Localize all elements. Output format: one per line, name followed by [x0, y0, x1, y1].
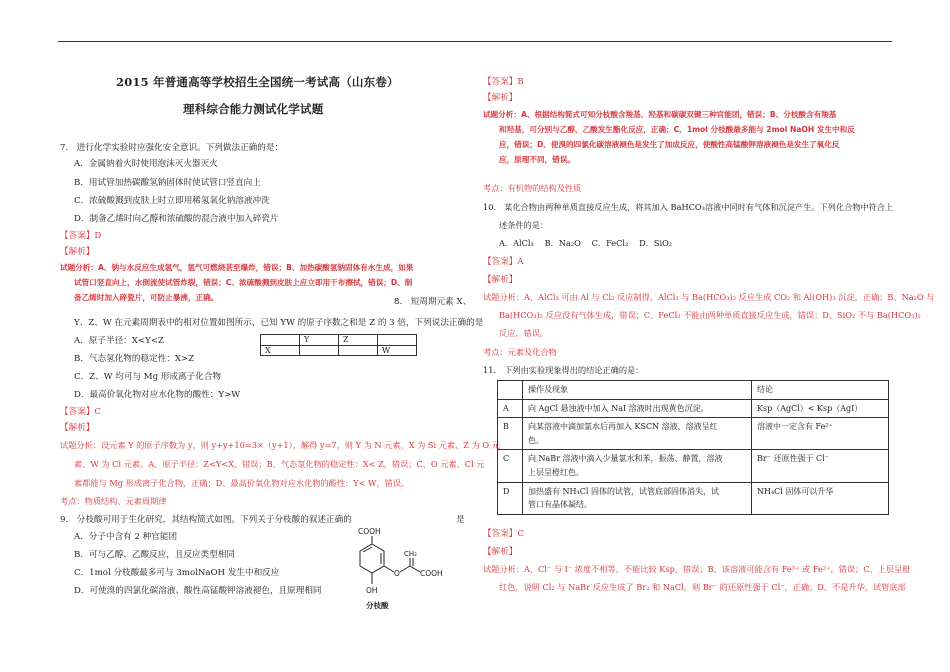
q11-text: NH₄Cl 固体可以升华	[757, 486, 834, 496]
q9-analysis-line3: 应，错误；D、使溴的四氯化碳溶液褪色是发生了加成反应，使酸性高锰酸钾溶液褪色是发生了氧化反	[499, 140, 840, 149]
q11-header-phenomenon: 操作及现象	[523, 381, 752, 400]
q9-answer: 【答案】B	[483, 77, 524, 87]
q10-options: A．AlCl₃ B．Na₂O C．FeCl₂ D．SiO₂	[499, 238, 673, 248]
q10-topic: 考点：元素及化合物	[483, 347, 557, 357]
q9-analysis-line2: 和羟基，可分别与乙醇、乙酸发生酯化反应，正确；C、1mol 分枝酸最多能与 2mol NaOH 发生中和反	[499, 125, 855, 134]
q7-stem: 7. 进行化学实验时应强化安全意识。下列做法正确的是：	[60, 143, 284, 153]
q11-row-conclusion	[752, 418, 889, 450]
q8-analysis-label: 【解析】	[60, 423, 95, 433]
q7-analysis-label: 【解析】	[60, 247, 95, 257]
q11-row-conclusion	[752, 450, 889, 482]
q7-option-b: B．用试管加热碳酸氢钠固体时使试管口竖直向上	[74, 178, 261, 188]
q11-text: 色。	[528, 435, 544, 445]
q7-answer: 【答案】D	[60, 231, 102, 241]
q8-option-d: D．最高价氧化物对应水化物的酸性：Y>W	[74, 390, 241, 400]
q11-text: 加热盛有 NH₄Cl 固体的试管，试管底部固体消失，试	[528, 486, 719, 496]
q7-option-a: A．金属钠着火时使用泡沫灭火器灭火	[74, 159, 218, 169]
q9-option-b: B．可与乙醇、乙酸反应，且反应类型相同	[74, 550, 236, 560]
q10-stem-line2: 述条件的是：	[499, 220, 549, 230]
mol-name: 分枝酸	[366, 601, 389, 610]
q11-header-conclusion: 结论	[752, 381, 889, 400]
q8-analysis-line3: 素都能与 Mg 形成离子化合物，正确；D、最高价氧化物对应水化物的酸性：Y< W，错误。	[74, 478, 410, 488]
q11-stem: 11. 下列由实验现象得出的结论正确的是：	[483, 365, 644, 375]
q9-stem: 9. 分枝酸可用于生化研究，其结构简式如图。下列关于分枝酸的叙述正确的	[60, 515, 352, 525]
q11-text: 溶液中一定含有 Fe²⁺	[757, 422, 833, 432]
mol-oh: OH	[366, 586, 378, 595]
pt-cell-z: Z	[339, 335, 378, 346]
q9-topic: 考点：有机物的结构及性质	[483, 183, 582, 193]
q8-option-a: A．原子半径：X<Y<Z	[74, 336, 164, 346]
q11-row-label: C	[498, 450, 523, 482]
q11-row-phenomenon	[523, 450, 752, 482]
q11-row-label: D	[498, 482, 523, 514]
q11-text: Br⁻ 还原性强于 Cl⁻	[757, 454, 829, 464]
q11-text: 向 AgCl 悬浊液中加入 NaI 溶液时出现黄色沉淀。	[528, 403, 709, 413]
q9-analysis-label: 【解析】	[483, 93, 518, 103]
q7-analysis-line2: 试管口竖直向上，水倒流使试管炸裂，错误；C、浓硫酸溅到皮肤上应立即用干布擦拭，错误；D、制	[74, 278, 413, 287]
q8-option-c: C．Z、W 均可与 Mg 形成离子化合物	[74, 372, 222, 382]
q10-analysis-line1: 试题分析：A、AlCl₃ 可由 Al 与 Cl₂ 反应制得，AlCl₃ 与 Ba(HCO₃)₂ 反应生成 CO₂ 和 Al(OH)₃ 沉淀，正确；B、Na₂O 与	[483, 292, 935, 302]
q7-analysis-line1: 试题分析：A、钠与水反应生成氢气，氢气可燃烧甚至爆炸，错误；B、加热碳酸氢钠固体有水生成，如果	[60, 263, 414, 272]
mol-cooh-right: COOH	[420, 569, 443, 578]
mol-ch2: CH₂	[404, 550, 417, 558]
q11-text: Ksp（AgCl）< Ksp（AgI）	[757, 403, 863, 413]
q11-row-phenomenon	[523, 418, 752, 450]
q8-topic: 考点：物质结构、元素周期律	[60, 496, 167, 506]
q11-row-phenomenon	[523, 482, 752, 514]
q11-header-blank	[498, 381, 523, 400]
q11-answer: 【答案】C	[483, 529, 524, 539]
q10-answer: 【答案】A	[483, 257, 524, 267]
pt-cell	[339, 345, 378, 356]
chorismic-acid-structure	[344, 526, 464, 612]
q8-option-b: B．气态氢化物的稳定性：X>Z	[74, 354, 195, 364]
q9-option-a: A．分子中含有 2 种官能团	[74, 532, 178, 542]
pt-cell-w: W	[378, 345, 417, 356]
q10-stem-line1: 10. 某化合物由两种单质直接反应生成，将其加入 BaHCO₃溶液中同时有气体和沉淀产生。下列化合物中符合上	[483, 202, 894, 212]
q11-text: 向某溶液中滴加氯水后再加入 KSCN 溶液，溶液呈红	[528, 422, 718, 432]
mol-cooh-top: COOH	[358, 527, 381, 536]
q7-option-c: C．浓硫酸溅到皮肤上时立即用稀氢氧化钠溶液冲洗	[74, 196, 270, 206]
q11-row-label: B	[498, 418, 523, 450]
q7-analysis-line3: 备乙烯时加入碎瓷片，可防止暴沸，正确。	[74, 293, 219, 302]
table-row	[498, 482, 889, 514]
q9-analysis-line4: 应，原理不同，错误。	[499, 155, 575, 164]
q9-stem-end: 是	[456, 515, 465, 525]
table-row	[498, 418, 889, 450]
q7-option-d: D．制备乙烯时向乙醇和浓硫酸的混合液中加入碎瓷片	[74, 214, 279, 224]
q10-analysis-line2: Ba(HCO₃)₂ 反应没有气体生成，错误；C、FeCl₂ 不能由两种单质直接反应生成，错误；D、SiO₂ 不与 Ba(HCO₃)₂	[499, 310, 921, 320]
q8-analysis-line2: 素、W 为 Cl 元素。A、原子半径：Z<Y<X，错误；B、气态氢化物的稳定性：X< Z，错误；C、O 元素、Cl 元	[74, 459, 485, 469]
q11-row-phenomenon	[523, 399, 752, 418]
q9-option-c: C．1mol 分枝酸最多可与 3molNaOH 发生中和反应	[74, 568, 280, 578]
q11-text: 管口有晶体凝结。	[528, 500, 592, 510]
q11-analysis-line2: 红色，说明 Cl₂ 与 NaBr 反应生成了 Br₂ 和 NaCl，则 Br⁻ 的还原性强于 Cl⁻，正确；D、不是升华，试管底部	[499, 582, 906, 592]
pt-cell	[261, 335, 300, 346]
q11-text: 上层呈橙红色。	[528, 467, 584, 477]
table-row	[498, 399, 889, 418]
q10-analysis-label: 【解析】	[483, 275, 518, 285]
q8-stem-line2: Y、Z、W 在元素周期表中的相对位置如图所示，已知 YW 的原子序数之和是 Z 的 3 倍，下列说法正确的是	[74, 318, 484, 328]
q8-stem-start: 8. 短周期元素 X、	[394, 297, 472, 307]
periodic-position-table	[260, 334, 417, 356]
q11-row-conclusion	[752, 399, 889, 418]
q11-row-label: A	[498, 399, 523, 418]
exam-title: 2015 年普通高等学校招生全国统一考试高（山东卷）	[116, 75, 399, 89]
q11-text: 向 NaBr 溶液中滴入少量氯水和苯，振荡、静置，溶液	[528, 454, 723, 464]
q10-analysis-line3: 反应，错误。	[499, 328, 549, 338]
q8-analysis-line1: 试题分析：设元素 Y 的原子序数为 y，则 y+y+10=3×（y+1），解得 y=7，则 Y 为 N 元素、X 为 Si 元素、Z 为 O 元	[60, 440, 500, 450]
mol-o: O	[394, 569, 400, 578]
pt-cell-x: X	[261, 345, 300, 356]
header-rule	[58, 41, 892, 42]
pt-cell	[378, 335, 417, 346]
pt-cell-y: Y	[300, 335, 339, 346]
table-row	[498, 450, 889, 482]
q8-answer: 【答案】C	[60, 407, 101, 417]
q11-analysis-line1: 试题分析：A、Cl⁻ 与 I⁻ 浓度不相等，不能比较 Ksp，错误；B、该溶液可能含有 Fe³⁺ 或 Fe²⁺，错误；C、上层呈橙	[483, 564, 911, 574]
pt-cell	[300, 345, 339, 356]
q9-option-d: D．可使溴的四氯化碳溶液、酸性高锰酸钾溶液褪色，且原理相同	[74, 586, 322, 596]
q11-analysis-label: 【解析】	[483, 547, 518, 557]
q11-row-conclusion	[752, 482, 889, 514]
q11-experiment-table	[497, 380, 889, 515]
q9-analysis-line1: 试题分析：A、根据结构简式可知分枝酸含羧基、羟基和碳碳双键三种官能团，错误；B、分枝酸含有羧基	[483, 110, 837, 119]
exam-subtitle: 理科综合能力测试化学试题	[183, 102, 324, 116]
